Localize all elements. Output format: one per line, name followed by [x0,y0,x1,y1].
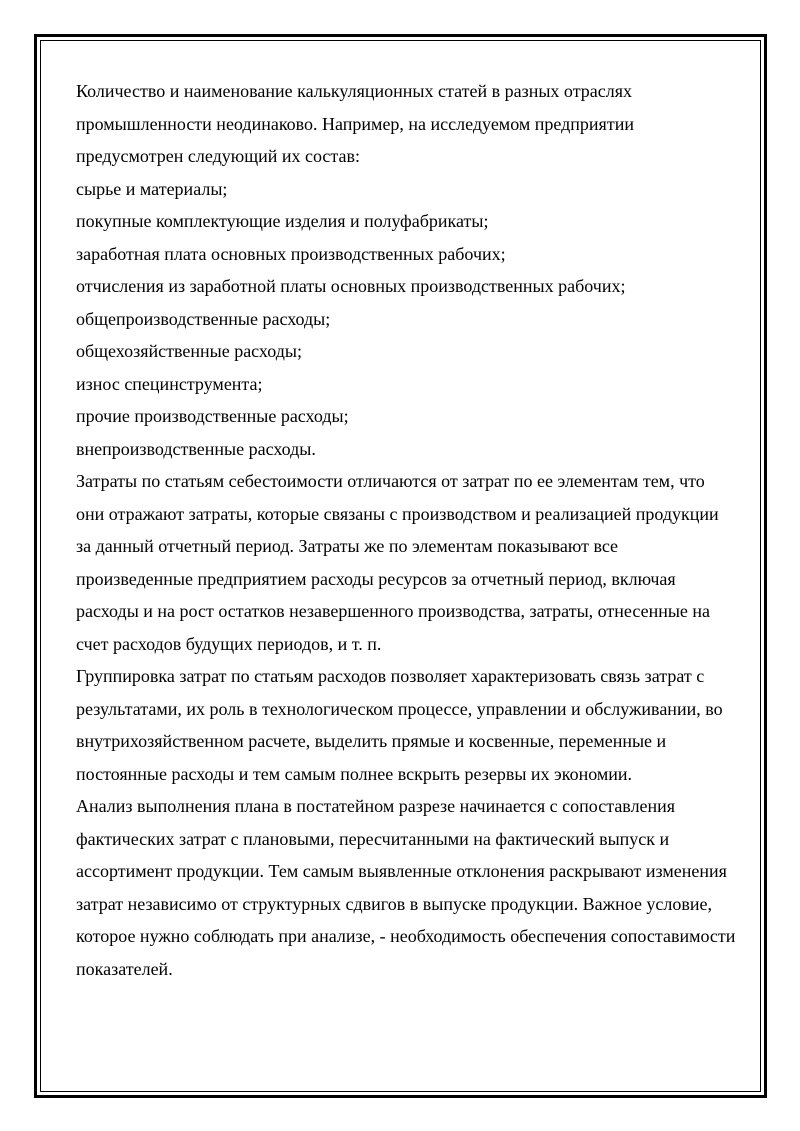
list-item-production-overhead: общепроизводственные расходы; [76,308,331,329]
paragraph-cost-items-vs-elements: Затраты по статьям себестоимости отличаются от затрат по ее элементам тем, что они отражают затраты, которые связаны с производством и реализацией продукции за данный отчетный период. Затраты же по элементам показывают все произведенные предприятием расходы ресурсов за отчетный период, включая расходы и на рост остатков незавершенного производства, затраты, отнесенные на счет расходов будущих периодов, и т. п. [76,471,719,654]
list-item-other-production-costs: прочие производственные расходы; [76,406,349,426]
list-item-general-overhead: общехозяйственные расходы; [76,341,302,361]
paragraph-plan-analysis: Анализ выполнения плана в постатейном разрезе начинается с сопоставления фактических затрат с плановыми, пересчитанными на фактический выпуск и ассортимент продукции. Тем самым выявленные отклонения раскрывают изменения затрат независимо от структурных сдвигов в выпуске продукции. Важное условие, которое нужно соблюдать при анализе, - необходимость обеспечения сопоставимости показателей. [76,796,736,979]
list-item-tool-wear: износ специнструмента; [76,373,263,394]
list-item-wages: заработная плата основных производственных рабочих; [76,243,506,264]
document-body [76,75,736,985]
list-item-non-production-costs: внепроизводственные расходы. [76,438,316,459]
list-item-wage-deductions: отчисления из заработной платы основных производственных рабочих; [76,276,626,296]
paragraph-grouping-costs: Группировка затрат по статьям расходов позволяет характеризовать связь затрат с результатами, их роль в технологическом процессе, управлении и обслуживании, во внутрихозяйственном расчете, выделить прямые и косвенные, переменные и постоянные расходы и тем самым полнее вскрыть резервы их экономии. [76,666,723,784]
paragraph-intro: Количество и наименование калькуляционных статей в разных отраслях промышленности неодинаково. Например, на исследуемом предприятии предусмотрен следующий их состав: [76,81,634,166]
page-border-frame [34,34,767,1098]
list-item-purchased-components: покупные комплектующие изделия и полуфабрикаты; [76,211,489,231]
list-item-raw-materials: сырье и материалы; [76,178,228,199]
